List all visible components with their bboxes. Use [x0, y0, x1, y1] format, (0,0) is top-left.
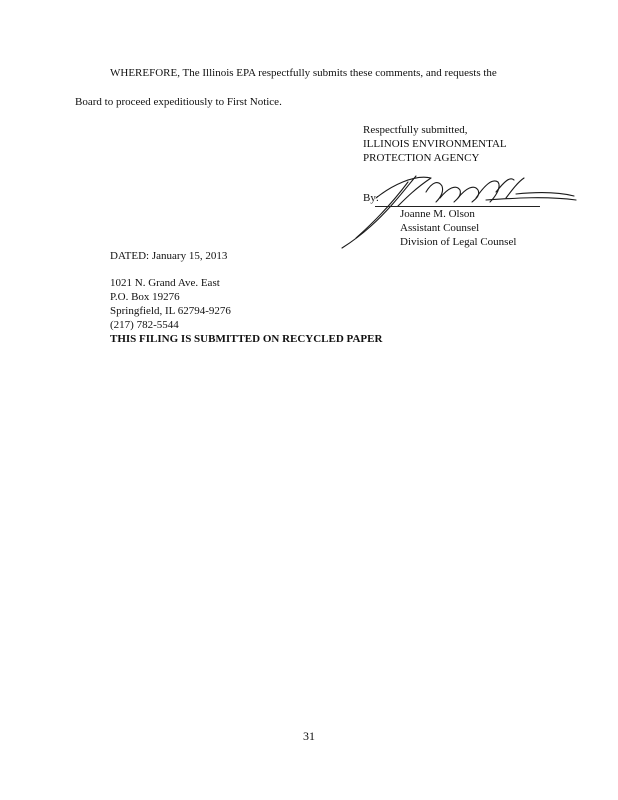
respectfully-submitted: Respectfully submitted, [363, 124, 468, 136]
dated-line: DATED: January 15, 2013 [110, 250, 228, 262]
page-number: 31 [303, 729, 315, 743]
address-block [110, 277, 382, 347]
street-address: 1021 N. Grand Ave. East [110, 277, 220, 289]
signature-line [375, 206, 540, 207]
signer-title: Assistant Counsel [400, 222, 480, 234]
agency-name-line-1: ILLINOIS ENVIRONMENTAL [363, 138, 507, 150]
by-label: By: [363, 192, 379, 204]
closing-paragraph-line-2: Board to proceed expeditiously to First Notice. [75, 96, 282, 108]
agency-name-line-2: PROTECTION AGENCY [363, 152, 480, 164]
phone-number: (217) 782-5544 [110, 319, 179, 331]
signer-block [400, 208, 516, 250]
signer-division: Division of Legal Counsel [400, 236, 517, 248]
signer-name: Joanne M. Olson [400, 208, 475, 220]
city-state-zip: Springfield, IL 62794-9276 [110, 305, 231, 317]
closing-paragraph-line-1: WHEREFORE, The Illinois EPA respectfully submits these comments, and requests the [110, 67, 497, 79]
po-box: P.O. Box 19276 [110, 291, 180, 303]
recycled-paper-notice: THIS FILING IS SUBMITTED ON RECYCLED PAPER [110, 333, 383, 345]
submission-block [363, 124, 507, 166]
